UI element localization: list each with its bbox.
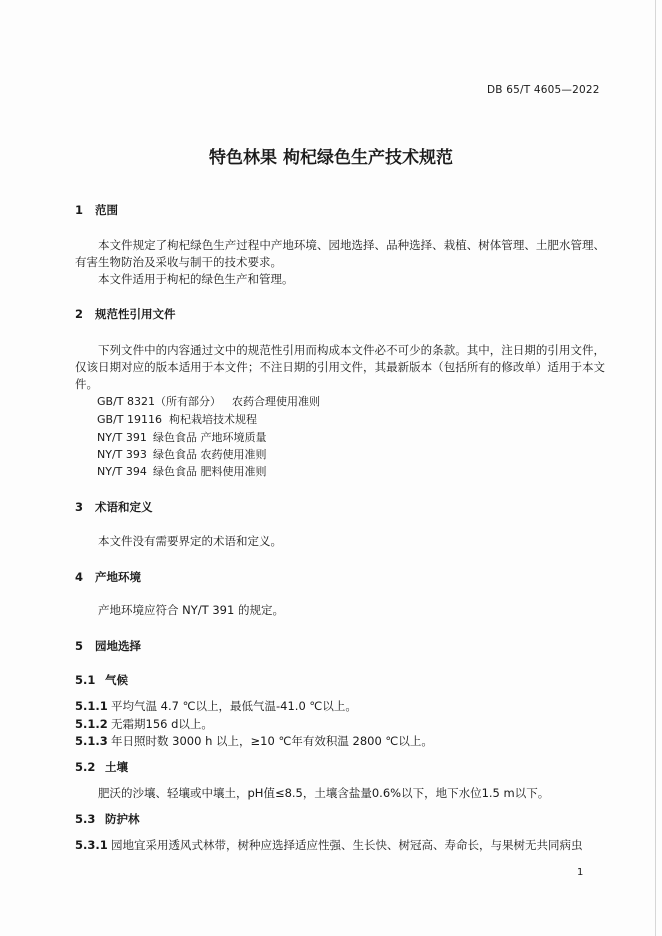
section-1-paragraph-1: 本文件规定了枸杞绿色生产过程中产地环境、园地选择、品种选择、栽植、树体管理、土肥水管理、有害生物防治及采收与制干的技术要求。	[75, 238, 605, 269]
section-4-paragraph: 产地环境应符合 NY/T 391 的规定。	[98, 603, 284, 617]
clause-text: 园地宜采用透风式林带，树种应选择适应性强、生长快、树冠高、寿命长，与果树无共同病虫	[111, 838, 583, 852]
section-2-paragraph: 下列文件中的内容通过文中的规范性引用而构成本文件必不可少的条款。其中，注日期的引用文件，仅该日期对应的版本适用于本文件；不注日期的引用文件，其最新版本（包括所有的修改单）适用于本文件。	[75, 343, 605, 391]
standard-code: DB 65/T 4605—2022	[487, 84, 600, 96]
section-title: 防护林	[105, 812, 140, 826]
clause-text: 年日照时数 3000 h 以上，≥10 ℃年有效积温 2800 ℃以上。	[111, 734, 433, 748]
clause-number: 5.1.1	[75, 699, 108, 713]
section-number: 1	[75, 203, 84, 217]
reference-item	[97, 429, 267, 445]
section-title: 产地环境	[95, 570, 141, 584]
section-1-paragraph-2: 本文件适用于枸杞的绿色生产和管理。	[98, 272, 294, 286]
page-edge-shadow	[655, 0, 656, 936]
section-title: 规范性引用文件	[95, 307, 176, 321]
section-5-heading	[75, 638, 141, 654]
page-number: 1	[577, 867, 584, 878]
clause-5-1-1	[75, 698, 357, 714]
reference-title: 农药合理使用准则	[232, 395, 320, 408]
section-title: 土壤	[105, 760, 128, 774]
section-title: 园地选择	[95, 639, 141, 653]
section-5-2-paragraph: 肥沃的沙壤、轻壤或中壤土，pH值≤8.5，土壤含盐量0.6%以下，地下水位1.5 m以下。	[98, 786, 550, 800]
reference-title: 绿色食品 产地环境质量	[153, 431, 267, 444]
reference-code: GB/T 19116	[97, 413, 162, 426]
section-title: 术语和定义	[95, 500, 153, 514]
section-number: 2	[75, 307, 84, 321]
reference-title: 绿色食品 农药使用准则	[153, 448, 267, 461]
section-title: 范围	[95, 203, 118, 217]
clause-5-1-3	[75, 733, 433, 749]
clause-number: 5.1.3	[75, 734, 108, 748]
reference-code: GB/T 8321（所有部分）	[97, 395, 221, 408]
reference-item	[97, 446, 267, 462]
reference-code: NY/T 393	[97, 448, 147, 461]
clause-5-1-2	[75, 716, 213, 732]
section-number: 5.2	[75, 760, 96, 774]
section-number: 4	[75, 570, 84, 584]
section-5-1-heading	[75, 672, 128, 688]
section-number: 5.3	[75, 812, 96, 826]
section-number: 5.1	[75, 673, 96, 687]
clause-text: 平均气温 4.7 ℃以上，最低气温-41.0 ℃以上。	[111, 699, 357, 713]
section-number: 3	[75, 500, 84, 514]
reference-code: NY/T 394	[97, 465, 147, 478]
reference-title: 绿色食品 肥料使用准则	[153, 465, 267, 478]
section-title: 气候	[105, 673, 128, 687]
clause-text: 无霜期156 d以上。	[111, 717, 213, 731]
reference-item	[97, 411, 257, 427]
section-5-2-heading	[75, 759, 128, 775]
section-4-heading	[75, 569, 141, 585]
clause-number: 5.3.1	[75, 838, 108, 852]
reference-code: NY/T 391	[97, 431, 147, 444]
section-number: 5	[75, 639, 84, 653]
section-1-heading	[75, 202, 118, 218]
clause-5-3-1	[75, 837, 583, 853]
reference-item	[97, 393, 320, 409]
clause-number: 5.1.2	[75, 717, 108, 731]
reference-item	[97, 463, 267, 479]
section-5-3-heading	[75, 811, 140, 827]
section-2-heading	[75, 306, 176, 322]
section-3-heading	[75, 499, 153, 515]
document-title: 特色林果 枸杞绿色生产技术规范	[209, 148, 453, 168]
reference-title: 枸杞栽培技术规程	[169, 413, 257, 426]
section-3-paragraph: 本文件没有需要界定的术语和定义。	[98, 534, 282, 548]
